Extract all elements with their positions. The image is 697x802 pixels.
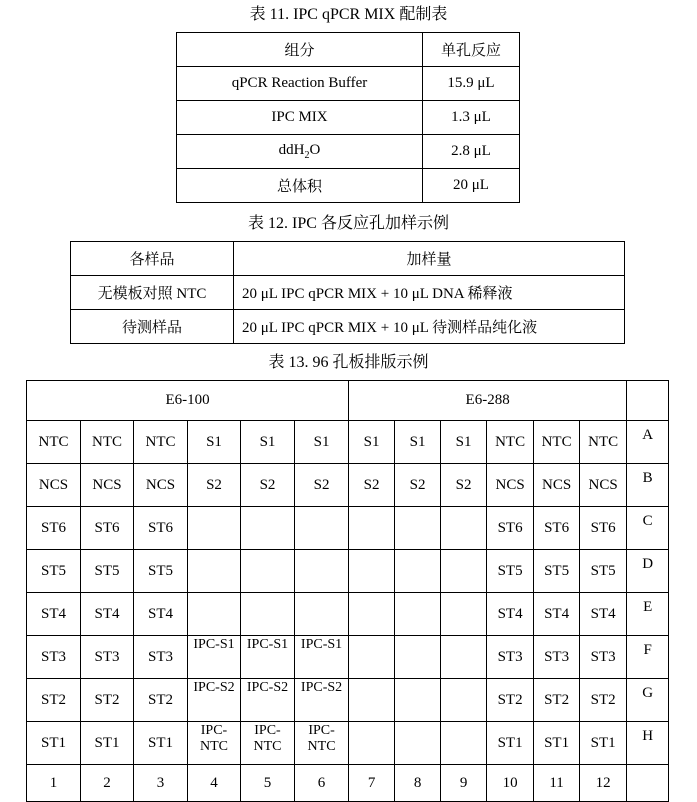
- plate-row: [27, 636, 669, 679]
- header-component: 组分: [177, 33, 423, 67]
- component-name: 总体积: [177, 169, 423, 203]
- column-number: 3: [134, 765, 188, 802]
- column-number: 1: [27, 765, 81, 802]
- column-number: 4: [188, 765, 241, 802]
- plate-well: [395, 722, 441, 765]
- plate-well: ST6: [580, 507, 627, 550]
- plate-well: ST5: [534, 550, 580, 593]
- plate-well: IPC-S2: [295, 679, 349, 722]
- plate-well: ST6: [134, 507, 188, 550]
- plate-well: [441, 550, 487, 593]
- component-name: qPCR Reaction Buffer: [177, 67, 423, 101]
- table-row: [71, 310, 625, 344]
- plate-well: [441, 636, 487, 679]
- column-number: 7: [349, 765, 395, 802]
- formula-main: ddH: [278, 142, 305, 158]
- table13-plate-layout: [26, 380, 669, 802]
- table-row: [177, 67, 520, 101]
- table12: [70, 241, 625, 344]
- plate-well: IPC-S1: [295, 636, 349, 679]
- plate-well: S1: [395, 421, 441, 464]
- plate-well: IPC-S2: [188, 679, 241, 722]
- component-volume: 1.3 μL: [423, 101, 520, 135]
- group-header-e6-288: E6-288: [349, 381, 627, 421]
- plate-well: NTC: [534, 421, 580, 464]
- formula-end: O: [309, 142, 321, 158]
- plate-well: [349, 593, 395, 636]
- header-sample: 各样品: [71, 242, 234, 276]
- plate-well: IPC-S1: [241, 636, 295, 679]
- plate-well: ST5: [27, 550, 81, 593]
- plate-well: NCS: [27, 464, 81, 507]
- column-number: 8: [395, 765, 441, 802]
- plate-well: ST4: [134, 593, 188, 636]
- column-number: 6: [295, 765, 349, 802]
- plate-well: S2: [295, 464, 349, 507]
- plate-well: [441, 722, 487, 765]
- plate-well: ST1: [27, 722, 81, 765]
- plate-well: S1: [241, 421, 295, 464]
- plate-well: ST5: [580, 550, 627, 593]
- plate-well: NTC: [27, 421, 81, 464]
- plate-well: IPC-NTC: [241, 722, 295, 765]
- plate-well: [295, 593, 349, 636]
- plate-well: IPC-NTC: [295, 722, 349, 765]
- plate-group-header-row: [27, 381, 669, 421]
- table11: [176, 32, 520, 203]
- sample-name: 无模板对照 NTC: [71, 276, 234, 310]
- plate-well: [349, 636, 395, 679]
- plate-row: [27, 679, 669, 722]
- component-volume: 2.8 μL: [423, 135, 520, 169]
- plate-well: ST6: [487, 507, 534, 550]
- table-header-row: [71, 242, 625, 276]
- plate-well: ST1: [580, 722, 627, 765]
- row-label: E: [627, 593, 669, 636]
- table-row: [177, 135, 520, 169]
- plate-well: [395, 679, 441, 722]
- component-name: [177, 135, 423, 169]
- corner-cell: [627, 765, 669, 802]
- plate-well: [349, 550, 395, 593]
- plate-row: [27, 593, 669, 636]
- plate-well: ST2: [134, 679, 188, 722]
- column-number: 11: [534, 765, 580, 802]
- plate-well: ST2: [534, 679, 580, 722]
- plate-well: ST1: [81, 722, 134, 765]
- component-name: IPC MIX: [177, 101, 423, 135]
- plate-well: [295, 507, 349, 550]
- plate-well: [188, 507, 241, 550]
- plate-well: [188, 550, 241, 593]
- plate-well: [349, 679, 395, 722]
- table-row: [177, 169, 520, 203]
- sample-name: 待测样品: [71, 310, 234, 344]
- header-amount: 加样量: [234, 242, 625, 276]
- table-row: [71, 276, 625, 310]
- plate-well: ST3: [27, 636, 81, 679]
- column-number-row: [27, 765, 669, 802]
- plate-row: [27, 464, 669, 507]
- plate-well: ST5: [81, 550, 134, 593]
- plate-well: ST3: [580, 636, 627, 679]
- column-number: 9: [441, 765, 487, 802]
- column-number: 12: [580, 765, 627, 802]
- plate-well: NTC: [580, 421, 627, 464]
- column-number: 5: [241, 765, 295, 802]
- row-label: G: [627, 679, 669, 722]
- plate-well: [441, 679, 487, 722]
- plate-well: [395, 550, 441, 593]
- sample-amount: 20 μL IPC qPCR MIX + 10 μL DNA 稀释液: [234, 276, 625, 310]
- plate-well: [241, 550, 295, 593]
- plate-well: ST4: [487, 593, 534, 636]
- plate-well: ST5: [134, 550, 188, 593]
- plate-well: S2: [395, 464, 441, 507]
- plate-row: [27, 507, 669, 550]
- corner-cell: [627, 381, 669, 421]
- table-header-row: [177, 33, 520, 67]
- plate-row: [27, 421, 669, 464]
- plate-well: NTC: [487, 421, 534, 464]
- plate-well: S1: [188, 421, 241, 464]
- plate-well: ST6: [81, 507, 134, 550]
- row-label: C: [627, 507, 669, 550]
- plate-well: IPC-NTC: [188, 722, 241, 765]
- plate-well: ST5: [487, 550, 534, 593]
- row-label: D: [627, 550, 669, 593]
- plate-well: ST1: [487, 722, 534, 765]
- component-volume: 20 μL: [423, 169, 520, 203]
- plate-well: S1: [295, 421, 349, 464]
- plate-well: ST4: [534, 593, 580, 636]
- plate-row: [27, 722, 669, 765]
- plate-well: S2: [188, 464, 241, 507]
- plate-well: NCS: [487, 464, 534, 507]
- plate-well: S1: [349, 421, 395, 464]
- group-header-e6-100: E6-100: [27, 381, 349, 421]
- component-volume: 15.9 μL: [423, 67, 520, 101]
- plate-well: ST6: [27, 507, 81, 550]
- table12-caption: 表 12. IPC 各反应孔加样示例: [248, 215, 449, 232]
- plate-well: [395, 593, 441, 636]
- plate-well: ST6: [534, 507, 580, 550]
- plate-well: ST2: [81, 679, 134, 722]
- row-label: B: [627, 464, 669, 507]
- row-label: F: [627, 636, 669, 679]
- plate-well: NCS: [134, 464, 188, 507]
- plate-well: ST1: [534, 722, 580, 765]
- table-row: [177, 101, 520, 135]
- plate-well: NCS: [534, 464, 580, 507]
- plate-well: S2: [241, 464, 295, 507]
- plate-well: S1: [441, 421, 487, 464]
- plate-well: ST1: [134, 722, 188, 765]
- column-number: 2: [81, 765, 134, 802]
- plate-well: [441, 507, 487, 550]
- plate-well: [349, 722, 395, 765]
- formula-subscript: 2: [304, 150, 310, 161]
- plate-well: IPC-S2: [241, 679, 295, 722]
- plate-well: ST4: [27, 593, 81, 636]
- row-label: A: [627, 421, 669, 464]
- plate-well: NTC: [134, 421, 188, 464]
- plate-well: [395, 636, 441, 679]
- plate-well: S2: [441, 464, 487, 507]
- plate-well: [349, 507, 395, 550]
- plate-well: [241, 593, 295, 636]
- table13-caption: 表 13. 96 孔板排版示例: [268, 354, 429, 371]
- plate-well: [395, 507, 441, 550]
- plate-well: NCS: [580, 464, 627, 507]
- plate-well: ST4: [580, 593, 627, 636]
- plate-well: IPC-S1: [188, 636, 241, 679]
- header-per-well: 单孔反应: [423, 33, 520, 67]
- sample-amount: 20 μL IPC qPCR MIX + 10 μL 待测样品纯化液: [234, 310, 625, 344]
- plate-well: [241, 507, 295, 550]
- table11-caption: 表 11. IPC qPCR MIX 配制表: [249, 6, 448, 23]
- plate-well: NTC: [81, 421, 134, 464]
- column-number: 10: [487, 765, 534, 802]
- plate-well: ST2: [27, 679, 81, 722]
- plate-well: ST2: [580, 679, 627, 722]
- plate-well: ST3: [81, 636, 134, 679]
- plate-well: S2: [349, 464, 395, 507]
- plate-well: ST3: [487, 636, 534, 679]
- row-label: H: [627, 722, 669, 765]
- plate-well: ST3: [534, 636, 580, 679]
- plate-well: [295, 550, 349, 593]
- plate-well: [188, 593, 241, 636]
- plate-well: NCS: [81, 464, 134, 507]
- plate-well: ST4: [81, 593, 134, 636]
- plate-well: ST2: [487, 679, 534, 722]
- plate-well: ST3: [134, 636, 188, 679]
- plate-row: [27, 550, 669, 593]
- plate-well: [441, 593, 487, 636]
